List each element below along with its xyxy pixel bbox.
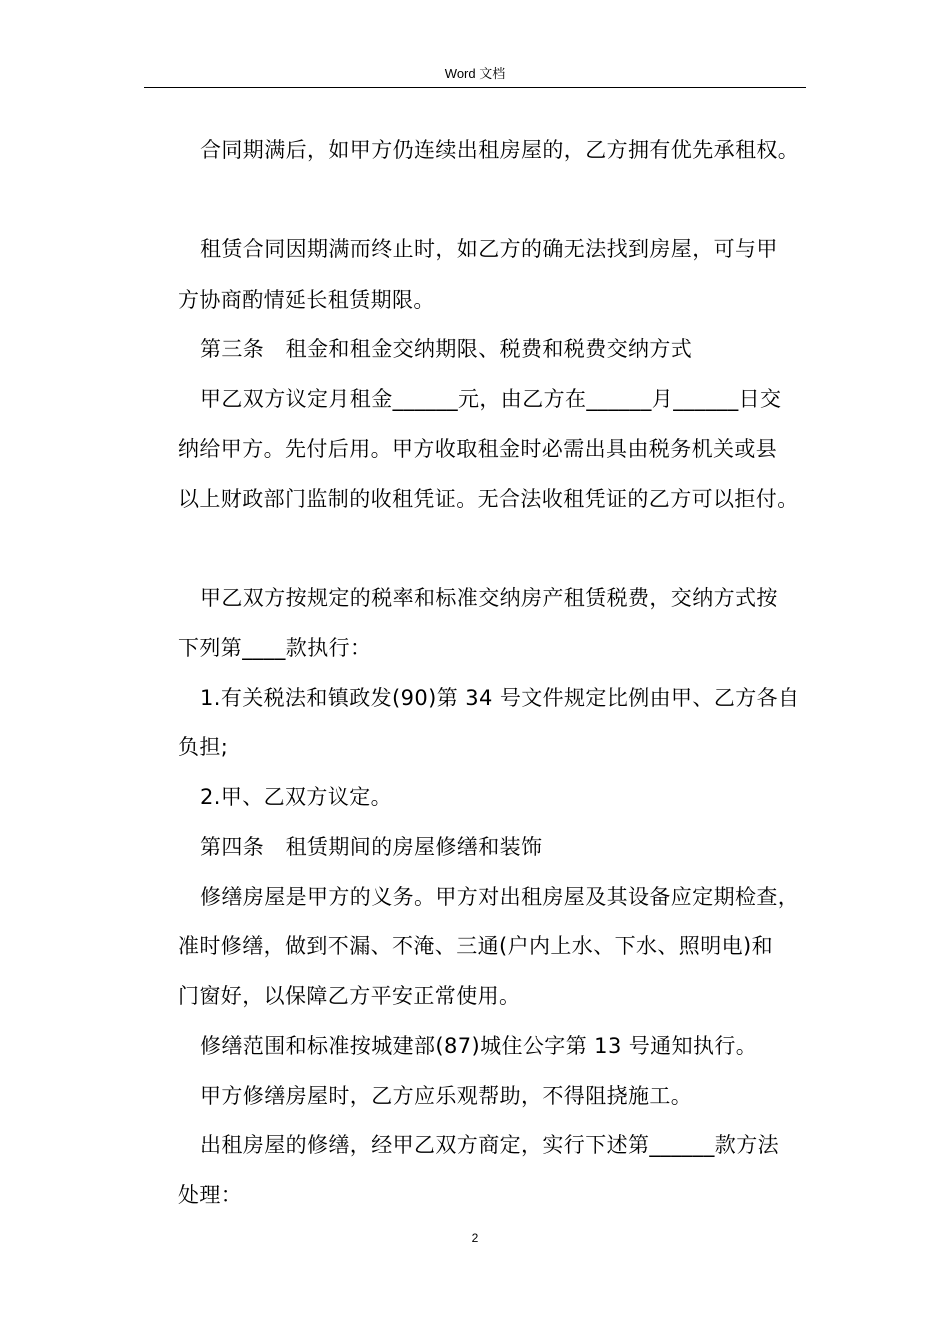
paragraph-line: 合同期满后，如甲方仍连续出租房屋的，乙方拥有优先承租权。 — [200, 138, 800, 162]
header-divider — [144, 87, 806, 88]
paragraph-line: 出租房屋的修缮，经甲乙双方商定，实行下述第______款方法 — [200, 1133, 779, 1157]
paragraph-line: 修缮房屋是甲方的义务。甲方对出租房屋及其设备应定期检查， — [200, 885, 800, 909]
list-item-line: 1.有关税法和镇政发(90)第 34 号文件规定比例由甲、乙方各自 — [200, 686, 800, 710]
paragraph-line: 纳给甲方。先付后用。甲方收取租金时必需出具由税务机关或县 — [178, 437, 778, 461]
list-item-line: 2.甲、乙双方议定。 — [200, 785, 393, 809]
paragraph-line: 甲乙双方议定月租金______元，由乙方在______月______日交 — [200, 387, 782, 411]
paragraph-line: 修缮范围和标准按城建部(87)城住公字第 13 号通知执行。 — [200, 1034, 758, 1058]
paragraph-line: 处理： — [178, 1183, 243, 1207]
paragraph-line: 租赁合同因期满而终止时，如乙方的确无法找到房屋，可与甲 — [200, 237, 778, 261]
paragraph-line: 以上财政部门监制的收租凭证。无合法收租凭证的乙方可以拒付。 — [178, 487, 799, 511]
paragraph-line: 准时修缮，做到不漏、不淹、三通(户内上水、下水、照明电)和 — [178, 934, 773, 958]
header-title: Word 文档 — [444, 66, 506, 81]
page-number: 2 — [471, 1231, 479, 1245]
paragraph-line: 甲乙双方按规定的税率和标准交纳房产租赁税费，交纳方式按 — [200, 586, 778, 610]
article-heading: 第四条 租赁期间的房屋修缮和装饰 — [200, 835, 543, 859]
article-heading: 第三条 租金和租金交纳期限、税费和税费交纳方式 — [200, 337, 693, 361]
paragraph-line: 下列第____款执行： — [178, 636, 372, 660]
paragraph-line: 门窗好，以保障乙方平安正常使用。 — [178, 984, 521, 1008]
list-item-line: 负担; — [178, 735, 229, 759]
paragraph-line: 方协商酌情延长租赁期限。 — [178, 288, 435, 312]
paragraph-line: 甲方修缮房屋时，乙方应乐观帮助，不得阻挠施工。 — [200, 1084, 693, 1108]
